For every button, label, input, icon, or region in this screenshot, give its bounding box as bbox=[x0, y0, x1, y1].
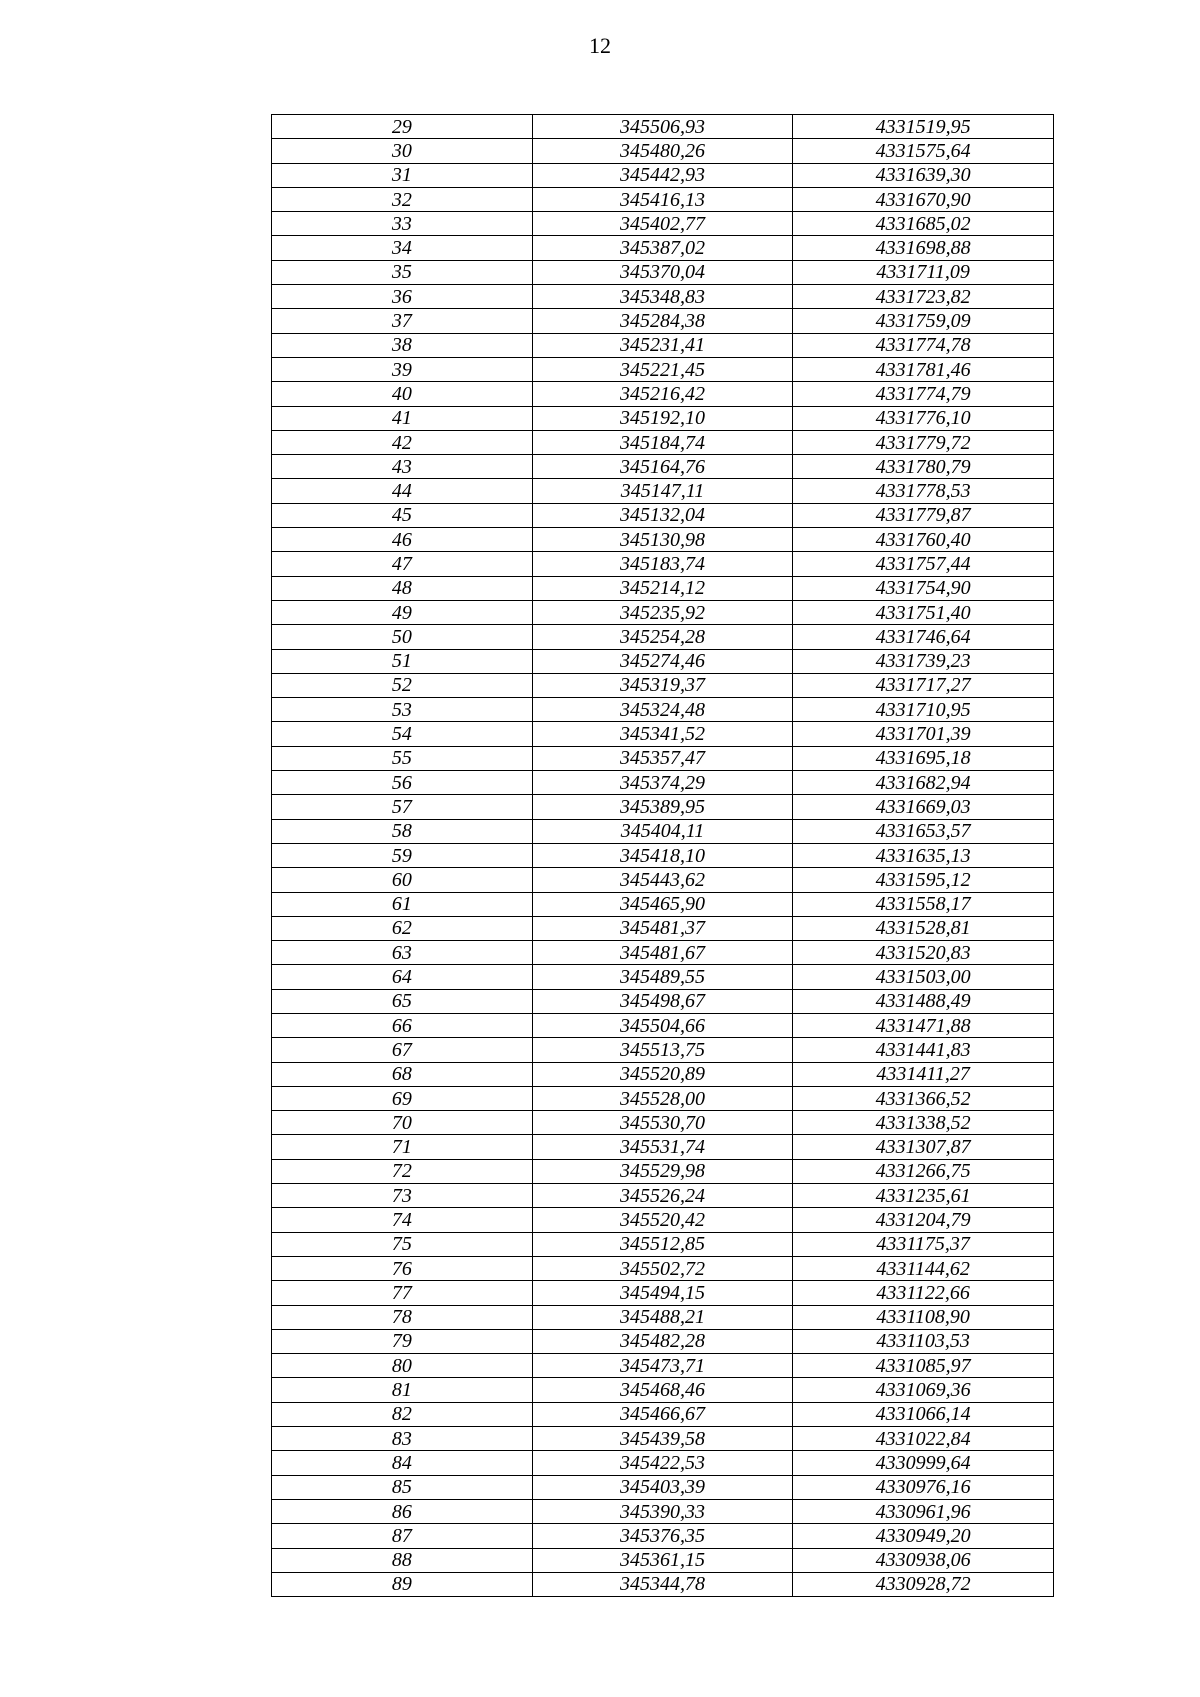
point-number-cell: 71 bbox=[272, 1135, 533, 1159]
point-number-cell: 33 bbox=[272, 212, 533, 236]
point-number-cell: 54 bbox=[272, 722, 533, 746]
x-coordinate-cell: 345443,62 bbox=[532, 868, 793, 892]
table-row bbox=[272, 1256, 1054, 1280]
table-row bbox=[272, 989, 1054, 1013]
y-coordinate-cell: 4331066,14 bbox=[793, 1402, 1054, 1426]
y-coordinate-cell: 4331739,23 bbox=[793, 649, 1054, 673]
x-coordinate-cell: 345254,28 bbox=[532, 625, 793, 649]
point-number-cell: 79 bbox=[272, 1329, 533, 1353]
table-row bbox=[272, 552, 1054, 576]
point-number-cell: 78 bbox=[272, 1305, 533, 1329]
x-coordinate-cell: 345357,47 bbox=[532, 746, 793, 770]
y-coordinate-cell: 4331746,64 bbox=[793, 625, 1054, 649]
y-coordinate-cell: 4331759,09 bbox=[793, 309, 1054, 333]
point-number-cell: 41 bbox=[272, 406, 533, 430]
point-number-cell: 60 bbox=[272, 868, 533, 892]
point-number-cell: 73 bbox=[272, 1184, 533, 1208]
x-coordinate-cell: 345506,93 bbox=[532, 115, 793, 139]
point-number-cell: 58 bbox=[272, 819, 533, 843]
y-coordinate-cell: 4331751,40 bbox=[793, 600, 1054, 624]
point-number-cell: 74 bbox=[272, 1208, 533, 1232]
table-row bbox=[272, 625, 1054, 649]
x-coordinate-cell: 345498,67 bbox=[532, 989, 793, 1013]
y-coordinate-cell: 4331701,39 bbox=[793, 722, 1054, 746]
point-number-cell: 44 bbox=[272, 479, 533, 503]
x-coordinate-cell: 345403,39 bbox=[532, 1475, 793, 1499]
y-coordinate-cell: 4331776,10 bbox=[793, 406, 1054, 430]
point-number-cell: 42 bbox=[272, 430, 533, 454]
x-coordinate-cell: 345494,15 bbox=[532, 1281, 793, 1305]
coordinates-table-body bbox=[272, 115, 1054, 1597]
x-coordinate-cell: 345235,92 bbox=[532, 600, 793, 624]
x-coordinate-cell: 345404,11 bbox=[532, 819, 793, 843]
y-coordinate-cell: 4331757,44 bbox=[793, 552, 1054, 576]
table-row bbox=[272, 868, 1054, 892]
point-number-cell: 56 bbox=[272, 771, 533, 795]
y-coordinate-cell: 4331204,79 bbox=[793, 1208, 1054, 1232]
table-row bbox=[272, 1354, 1054, 1378]
y-coordinate-cell: 4330976,16 bbox=[793, 1475, 1054, 1499]
x-coordinate-cell: 345418,10 bbox=[532, 843, 793, 867]
table-row bbox=[272, 1062, 1054, 1086]
table-row bbox=[272, 916, 1054, 940]
y-coordinate-cell: 4331670,90 bbox=[793, 187, 1054, 211]
x-coordinate-cell: 345319,37 bbox=[532, 673, 793, 697]
y-coordinate-cell: 4331778,53 bbox=[793, 479, 1054, 503]
y-coordinate-cell: 4330928,72 bbox=[793, 1572, 1054, 1596]
y-coordinate-cell: 4331780,79 bbox=[793, 455, 1054, 479]
point-number-cell: 66 bbox=[272, 1013, 533, 1037]
table-row bbox=[272, 357, 1054, 381]
x-coordinate-cell: 345361,15 bbox=[532, 1548, 793, 1572]
x-coordinate-cell: 345512,85 bbox=[532, 1232, 793, 1256]
table-row bbox=[272, 285, 1054, 309]
x-coordinate-cell: 345489,55 bbox=[532, 965, 793, 989]
point-number-cell: 35 bbox=[272, 260, 533, 284]
x-coordinate-cell: 345132,04 bbox=[532, 503, 793, 527]
x-coordinate-cell: 345439,58 bbox=[532, 1427, 793, 1451]
table-row bbox=[272, 771, 1054, 795]
table-row bbox=[272, 698, 1054, 722]
table-row bbox=[272, 941, 1054, 965]
x-coordinate-cell: 345529,98 bbox=[532, 1159, 793, 1183]
y-coordinate-cell: 4331069,36 bbox=[793, 1378, 1054, 1402]
x-coordinate-cell: 345526,24 bbox=[532, 1184, 793, 1208]
table-row bbox=[272, 1548, 1054, 1572]
y-coordinate-cell: 4331411,27 bbox=[793, 1062, 1054, 1086]
table-row bbox=[272, 455, 1054, 479]
x-coordinate-cell: 345481,37 bbox=[532, 916, 793, 940]
point-number-cell: 86 bbox=[272, 1499, 533, 1523]
point-number-cell: 68 bbox=[272, 1062, 533, 1086]
x-coordinate-cell: 345468,46 bbox=[532, 1378, 793, 1402]
y-coordinate-cell: 4331488,49 bbox=[793, 989, 1054, 1013]
x-coordinate-cell: 345402,77 bbox=[532, 212, 793, 236]
y-coordinate-cell: 4331711,09 bbox=[793, 260, 1054, 284]
x-coordinate-cell: 345473,71 bbox=[532, 1354, 793, 1378]
table-row bbox=[272, 1402, 1054, 1426]
point-number-cell: 88 bbox=[272, 1548, 533, 1572]
x-coordinate-cell: 345482,28 bbox=[532, 1329, 793, 1353]
point-number-cell: 61 bbox=[272, 892, 533, 916]
y-coordinate-cell: 4331779,72 bbox=[793, 430, 1054, 454]
table-row bbox=[272, 600, 1054, 624]
y-coordinate-cell: 4331723,82 bbox=[793, 285, 1054, 309]
x-coordinate-cell: 345520,89 bbox=[532, 1062, 793, 1086]
x-coordinate-cell: 345164,76 bbox=[532, 455, 793, 479]
y-coordinate-cell: 4331774,79 bbox=[793, 382, 1054, 406]
x-coordinate-cell: 345465,90 bbox=[532, 892, 793, 916]
point-number-cell: 34 bbox=[272, 236, 533, 260]
x-coordinate-cell: 345531,74 bbox=[532, 1135, 793, 1159]
table-row bbox=[272, 1281, 1054, 1305]
y-coordinate-cell: 4330961,96 bbox=[793, 1499, 1054, 1523]
table-row bbox=[272, 1427, 1054, 1451]
x-coordinate-cell: 345389,95 bbox=[532, 795, 793, 819]
x-coordinate-cell: 345387,02 bbox=[532, 236, 793, 260]
y-coordinate-cell: 4331307,87 bbox=[793, 1135, 1054, 1159]
x-coordinate-cell: 345442,93 bbox=[532, 163, 793, 187]
y-coordinate-cell: 4331366,52 bbox=[793, 1086, 1054, 1110]
table-row bbox=[272, 576, 1054, 600]
x-coordinate-cell: 345528,00 bbox=[532, 1086, 793, 1110]
x-coordinate-cell: 345374,29 bbox=[532, 771, 793, 795]
x-coordinate-cell: 345348,83 bbox=[532, 285, 793, 309]
table-row bbox=[272, 1305, 1054, 1329]
table-row bbox=[272, 1208, 1054, 1232]
table-row bbox=[272, 795, 1054, 819]
table-row bbox=[272, 528, 1054, 552]
point-number-cell: 72 bbox=[272, 1159, 533, 1183]
y-coordinate-cell: 4331717,27 bbox=[793, 673, 1054, 697]
point-number-cell: 63 bbox=[272, 941, 533, 965]
point-number-cell: 89 bbox=[272, 1572, 533, 1596]
point-number-cell: 29 bbox=[272, 115, 533, 139]
table-row bbox=[272, 1184, 1054, 1208]
x-coordinate-cell: 345231,41 bbox=[532, 333, 793, 357]
x-coordinate-cell: 345422,53 bbox=[532, 1451, 793, 1475]
x-coordinate-cell: 345341,52 bbox=[532, 722, 793, 746]
table-row bbox=[272, 746, 1054, 770]
table-row bbox=[272, 1475, 1054, 1499]
x-coordinate-cell: 345192,10 bbox=[532, 406, 793, 430]
table-row bbox=[272, 1111, 1054, 1135]
table-row bbox=[272, 1013, 1054, 1037]
point-number-cell: 59 bbox=[272, 843, 533, 867]
y-coordinate-cell: 4331575,64 bbox=[793, 139, 1054, 163]
x-coordinate-cell: 345216,42 bbox=[532, 382, 793, 406]
y-coordinate-cell: 4331710,95 bbox=[793, 698, 1054, 722]
x-coordinate-cell: 345324,48 bbox=[532, 698, 793, 722]
table-row bbox=[272, 187, 1054, 211]
coordinates-table bbox=[271, 114, 1054, 1597]
table-row bbox=[272, 333, 1054, 357]
table-row bbox=[272, 673, 1054, 697]
y-coordinate-cell: 4331235,61 bbox=[793, 1184, 1054, 1208]
y-coordinate-cell: 4331595,12 bbox=[793, 868, 1054, 892]
y-coordinate-cell: 4331653,57 bbox=[793, 819, 1054, 843]
point-number-cell: 46 bbox=[272, 528, 533, 552]
x-coordinate-cell: 345274,46 bbox=[532, 649, 793, 673]
y-coordinate-cell: 4331558,17 bbox=[793, 892, 1054, 916]
point-number-cell: 70 bbox=[272, 1111, 533, 1135]
y-coordinate-cell: 4331022,84 bbox=[793, 1427, 1054, 1451]
y-coordinate-cell: 4331520,83 bbox=[793, 941, 1054, 965]
x-coordinate-cell: 345488,21 bbox=[532, 1305, 793, 1329]
x-coordinate-cell: 345530,70 bbox=[532, 1111, 793, 1135]
point-number-cell: 51 bbox=[272, 649, 533, 673]
point-number-cell: 65 bbox=[272, 989, 533, 1013]
table-row bbox=[272, 430, 1054, 454]
x-coordinate-cell: 345370,04 bbox=[532, 260, 793, 284]
point-number-cell: 50 bbox=[272, 625, 533, 649]
table-row bbox=[272, 1378, 1054, 1402]
x-coordinate-cell: 345184,74 bbox=[532, 430, 793, 454]
page-number: 12 bbox=[589, 33, 611, 58]
y-coordinate-cell: 4331503,00 bbox=[793, 965, 1054, 989]
y-coordinate-cell: 4331266,75 bbox=[793, 1159, 1054, 1183]
table-row bbox=[272, 965, 1054, 989]
point-number-cell: 87 bbox=[272, 1524, 533, 1548]
point-number-cell: 77 bbox=[272, 1281, 533, 1305]
point-number-cell: 36 bbox=[272, 285, 533, 309]
x-coordinate-cell: 345214,12 bbox=[532, 576, 793, 600]
y-coordinate-cell: 4330938,06 bbox=[793, 1548, 1054, 1572]
x-coordinate-cell: 345480,26 bbox=[532, 139, 793, 163]
point-number-cell: 53 bbox=[272, 698, 533, 722]
point-number-cell: 49 bbox=[272, 600, 533, 624]
y-coordinate-cell: 4331695,18 bbox=[793, 746, 1054, 770]
table-row bbox=[272, 163, 1054, 187]
point-number-cell: 69 bbox=[272, 1086, 533, 1110]
point-number-cell: 43 bbox=[272, 455, 533, 479]
point-number-cell: 45 bbox=[272, 503, 533, 527]
table-row bbox=[272, 722, 1054, 746]
point-number-cell: 40 bbox=[272, 382, 533, 406]
y-coordinate-cell: 4331682,94 bbox=[793, 771, 1054, 795]
y-coordinate-cell: 4330949,20 bbox=[793, 1524, 1054, 1548]
y-coordinate-cell: 4331685,02 bbox=[793, 212, 1054, 236]
y-coordinate-cell: 4331779,87 bbox=[793, 503, 1054, 527]
x-coordinate-cell: 345481,67 bbox=[532, 941, 793, 965]
x-coordinate-cell: 345502,72 bbox=[532, 1256, 793, 1280]
table-row bbox=[272, 843, 1054, 867]
point-number-cell: 67 bbox=[272, 1038, 533, 1062]
x-coordinate-cell: 345520,42 bbox=[532, 1208, 793, 1232]
y-coordinate-cell: 4331698,88 bbox=[793, 236, 1054, 260]
point-number-cell: 85 bbox=[272, 1475, 533, 1499]
y-coordinate-cell: 4331635,13 bbox=[793, 843, 1054, 867]
point-number-cell: 30 bbox=[272, 139, 533, 163]
table-row bbox=[272, 382, 1054, 406]
table-row bbox=[272, 1524, 1054, 1548]
x-coordinate-cell: 345504,66 bbox=[532, 1013, 793, 1037]
x-coordinate-cell: 345513,75 bbox=[532, 1038, 793, 1062]
x-coordinate-cell: 345147,11 bbox=[532, 479, 793, 503]
y-coordinate-cell: 4331669,03 bbox=[793, 795, 1054, 819]
table-row bbox=[272, 309, 1054, 333]
point-number-cell: 47 bbox=[272, 552, 533, 576]
point-number-cell: 31 bbox=[272, 163, 533, 187]
point-number-cell: 83 bbox=[272, 1427, 533, 1451]
table-row bbox=[272, 503, 1054, 527]
table-row bbox=[272, 819, 1054, 843]
point-number-cell: 82 bbox=[272, 1402, 533, 1426]
table-row bbox=[272, 1572, 1054, 1596]
y-coordinate-cell: 4330999,64 bbox=[793, 1451, 1054, 1475]
y-coordinate-cell: 4331781,46 bbox=[793, 357, 1054, 381]
point-number-cell: 37 bbox=[272, 309, 533, 333]
point-number-cell: 38 bbox=[272, 333, 533, 357]
point-number-cell: 84 bbox=[272, 1451, 533, 1475]
x-coordinate-cell: 345130,98 bbox=[532, 528, 793, 552]
y-coordinate-cell: 4331441,83 bbox=[793, 1038, 1054, 1062]
point-number-cell: 64 bbox=[272, 965, 533, 989]
table-row bbox=[272, 479, 1054, 503]
x-coordinate-cell: 345416,13 bbox=[532, 187, 793, 211]
table-row bbox=[272, 1232, 1054, 1256]
point-number-cell: 52 bbox=[272, 673, 533, 697]
y-coordinate-cell: 4331108,90 bbox=[793, 1305, 1054, 1329]
table-row bbox=[272, 892, 1054, 916]
y-coordinate-cell: 4331528,81 bbox=[793, 916, 1054, 940]
table-row bbox=[272, 1329, 1054, 1353]
table-row bbox=[272, 406, 1054, 430]
y-coordinate-cell: 4331754,90 bbox=[793, 576, 1054, 600]
x-coordinate-cell: 345284,38 bbox=[532, 309, 793, 333]
table-row bbox=[272, 236, 1054, 260]
y-coordinate-cell: 4331471,88 bbox=[793, 1013, 1054, 1037]
table-row bbox=[272, 1499, 1054, 1523]
table-row bbox=[272, 649, 1054, 673]
x-coordinate-cell: 345390,33 bbox=[532, 1499, 793, 1523]
point-number-cell: 48 bbox=[272, 576, 533, 600]
table-row bbox=[272, 260, 1054, 284]
table-row bbox=[272, 115, 1054, 139]
y-coordinate-cell: 4331122,66 bbox=[793, 1281, 1054, 1305]
point-number-cell: 57 bbox=[272, 795, 533, 819]
x-coordinate-cell: 345466,67 bbox=[532, 1402, 793, 1426]
point-number-cell: 32 bbox=[272, 187, 533, 211]
table-row bbox=[272, 139, 1054, 163]
y-coordinate-cell: 4331338,52 bbox=[793, 1111, 1054, 1135]
y-coordinate-cell: 4331103,53 bbox=[793, 1329, 1054, 1353]
point-number-cell: 80 bbox=[272, 1354, 533, 1378]
x-coordinate-cell: 345344,78 bbox=[532, 1572, 793, 1596]
x-coordinate-cell: 345221,45 bbox=[532, 357, 793, 381]
table-row bbox=[272, 212, 1054, 236]
table-row bbox=[272, 1159, 1054, 1183]
y-coordinate-cell: 4331175,37 bbox=[793, 1232, 1054, 1256]
table-row bbox=[272, 1086, 1054, 1110]
point-number-cell: 81 bbox=[272, 1378, 533, 1402]
y-coordinate-cell: 4331639,30 bbox=[793, 163, 1054, 187]
table-row bbox=[272, 1038, 1054, 1062]
point-number-cell: 75 bbox=[272, 1232, 533, 1256]
x-coordinate-cell: 345183,74 bbox=[532, 552, 793, 576]
y-coordinate-cell: 4331519,95 bbox=[793, 115, 1054, 139]
point-number-cell: 55 bbox=[272, 746, 533, 770]
y-coordinate-cell: 4331774,78 bbox=[793, 333, 1054, 357]
y-coordinate-cell: 4331144,62 bbox=[793, 1256, 1054, 1280]
x-coordinate-cell: 345376,35 bbox=[532, 1524, 793, 1548]
point-number-cell: 39 bbox=[272, 357, 533, 381]
point-number-cell: 62 bbox=[272, 916, 533, 940]
y-coordinate-cell: 4331760,40 bbox=[793, 528, 1054, 552]
y-coordinate-cell: 4331085,97 bbox=[793, 1354, 1054, 1378]
point-number-cell: 76 bbox=[272, 1256, 533, 1280]
table-row bbox=[272, 1451, 1054, 1475]
table-row bbox=[272, 1135, 1054, 1159]
